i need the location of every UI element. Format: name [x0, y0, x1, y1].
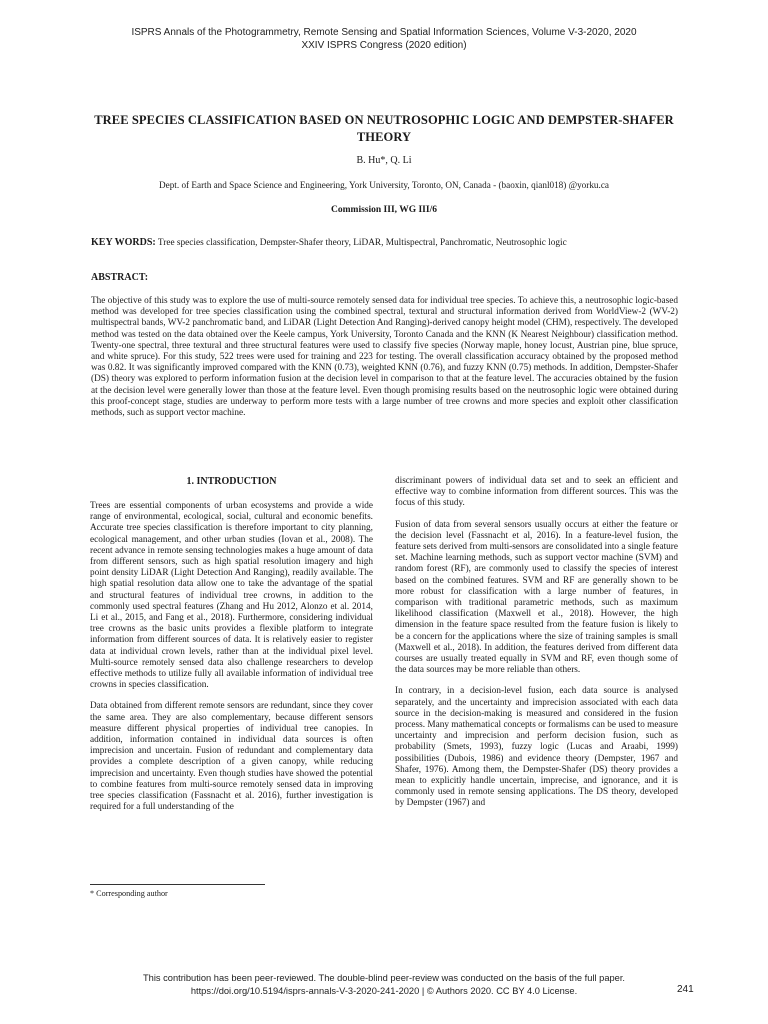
- page-footer: [0, 972, 768, 997]
- journal-header: [0, 26, 768, 52]
- intro-paragraph-2: Data obtained from different remote sensors are redundant, since they cover the same area. They are also complementary, because different sensors measure different physical properties of individual tree canopies. In addition, information contained in individual data sources is often imprecision and uncertain. Fusion of redundant and complementary data provides a complete description of a given canopy, while reducing imprecision and uncertainty. Even though studies have showed the potential to combine features from multi-source remotely sensed data in improving tree species classification (Fassnacht et al. 2016), further investigation is required for a full understanding of the: [90, 701, 373, 813]
- paper-title: TREE SPECIES CLASSIFICATION BASED ON NEUTROSOPHIC LOGIC AND DEMPSTER-SHAFER THEORY: [94, 113, 674, 144]
- author-affiliation: Dept. of Earth and Space Science and Engineering, York University, Toronto, ON, Canada - (baoxin, qianl018) @yorku.ca: [159, 180, 609, 190]
- journal-header-line2: XXIV ISPRS Congress (2020 edition): [301, 40, 467, 51]
- commission-label: Commission III, WG III/6: [331, 205, 437, 215]
- left-column: [90, 476, 373, 823]
- footer-peer-review-note: This contribution has been peer-reviewed. The double-blind peer-review was conducted on the basis of the full paper.: [142, 973, 625, 983]
- abstract-text: The objective of this study was to explore the use of multi-source remotely sensed data for individual tree species. To achieve this, a neutrosophic logic-based method was developed for tree species classification using the combined spectral, textural and structural information derived from WorldView-2 (WV-2) multispectral bands, WV-2 panchromatic band, and LiDAR (Light Detection And Ranging)-derived canopy height model (CHM), respectively. The developed method was tested on the data obtained over the Keele campus, York University, Toronto Canada and the KNN (K Nearest Neighbour) classification method. Twenty-one spectral, three textural and three structural features were used to classify five species (Norway maple, honey locust, Austrian pine, blue spruce, and white spruce). For this study, 522 trees were used for training and 223 for testing. The overall classification accuracy obtained by the proposed method was 0.82. It was significantly improved compared with the KNN (0.73), weighted KNN (0.76), and fuzzy KNN (0.75) methods. In addition, Dempster-Shafer (DS) theory was explored to perform information fusion at the decision level in comparison to that at the feature level. The accuracies obtained by the fusion at the decision level were generally lower than those at the feature level. Even though promising results based on the neutrosophic logic were obtained during this proof-concept stage, studies are underway to perform more tests with a large number of tree crowns and more species and exploit other classification methods, such as support vector machine.: [91, 296, 678, 419]
- footer-doi-license[interactable]: https://doi.org/10.5194/isprs-annals-V-3-2020-241-2020 | © Authors 2020. CC BY 4.0 License.: [190, 985, 578, 996]
- intro-paragraph-4: Fusion of data from several sensors usually occurs at either the feature or the decision level (Fassnacht et al, 2016). In a feature-level fusion, the feature sets derived from multi-sensors are consolidated into a single feature set. Machine learning methods, such as support vector machine (SVM) and random forest (RF), are commonly used to classify the species of interest based on the combined features. SVM and RF are generally shown to be more robust for classification with a large number of features, in comparison with traditional parametric methods, such as maximum likelihood classification (Maxwell et al., 2018). However, the high dimension in the feature space resulted from the feature fusion is likely to be a concern for the applications where the size of training samples is small (Maxwell et al., 2018). In addition, the features derived from different data courses are usually treated equally in SVM and RF, even though some of the data sources may be more reliable than others.: [395, 519, 678, 676]
- right-column: [395, 476, 678, 820]
- paper-authors: B. Hu*, Q. Li: [356, 155, 412, 166]
- intro-paragraph-5: In contrary, in a decision-level fusion, each data source is analysed separately, and the uncertainty and imprecision associated with each data source in the decision-making is measured and considered in the fusion process. Many mathematical concepts or formalisms can be used to measure uncertainty and imprecision and perform decision fusion, such as probability (Smets, 1993), fuzzy logic (Lucas and Araabi, 1999) possibilities (Dubois, 1986) and evidence theory (Dempster, 1967 and Shafer, 1976). Among them, the Dempster-Shafer (DS) theory provides a mean to explicitly handle uncertain, imprecise, and ignorance, and it is commonly used in remote sensing applications. The DS theory, developed by Dempster (1967) and: [395, 686, 678, 809]
- footnote-corresponding-author: * Corresponding author: [90, 889, 168, 898]
- intro-paragraph-1: Trees are essential components of urban ecosystems and provide a wide range of environmental, ecological, social, cultural and economic benefits. Accurate tree species classification is therefore important to city planning, ecological management, and other urban studies (Iovan et al., 2008). The recent advance in remote sensing technologies makes a huge amount of data from different sensors, such as high spatial resolution imagery and high point density LiDAR (Light Detection And Ranging), readily available. The high spatial resolution data allow one to take the advantage of the spatial and structural features of individual tree crowns, in addition to the commonly used spectral features (Zhang and Hu 2012, Alonzo et al. 2014, Li et al., 2015, and Fang et al., 2018). Furthermore, considering individual tree crowns as the basic units provides a flexible platform to integrate information from different sources of data. It is relatively easier to register data at individual crown levels, rather than at the individual pixel level. Multi-source remotely sensed data also challenge researchers to develop effective methods to utilize fully all available information of individual tree crowns in species classification.: [90, 501, 373, 691]
- footnote-divider: [90, 884, 265, 885]
- keywords-label: KEY WORDS:: [91, 237, 156, 248]
- journal-header-line1: ISPRS Annals of the Photogrammetry, Remote Sensing and Spatial Information Sciences, Volume V-3-2020, 2020: [131, 27, 637, 38]
- section-heading-introduction: 1. INTRODUCTION: [186, 476, 277, 487]
- keywords-line: [91, 237, 681, 248]
- page-number: 241: [677, 984, 694, 995]
- intro-paragraph-3: discriminant powers of individual data set and to seek an efficient and effective way to combine information from different sources. This was the focus of this study.: [395, 476, 678, 509]
- keywords-list: Tree species classification, Dempster-Shafer theory, LiDAR, Multispectral, Panchromatic, Neutrosophic logic: [157, 238, 567, 248]
- abstract-heading: ABSTRACT:: [91, 272, 149, 283]
